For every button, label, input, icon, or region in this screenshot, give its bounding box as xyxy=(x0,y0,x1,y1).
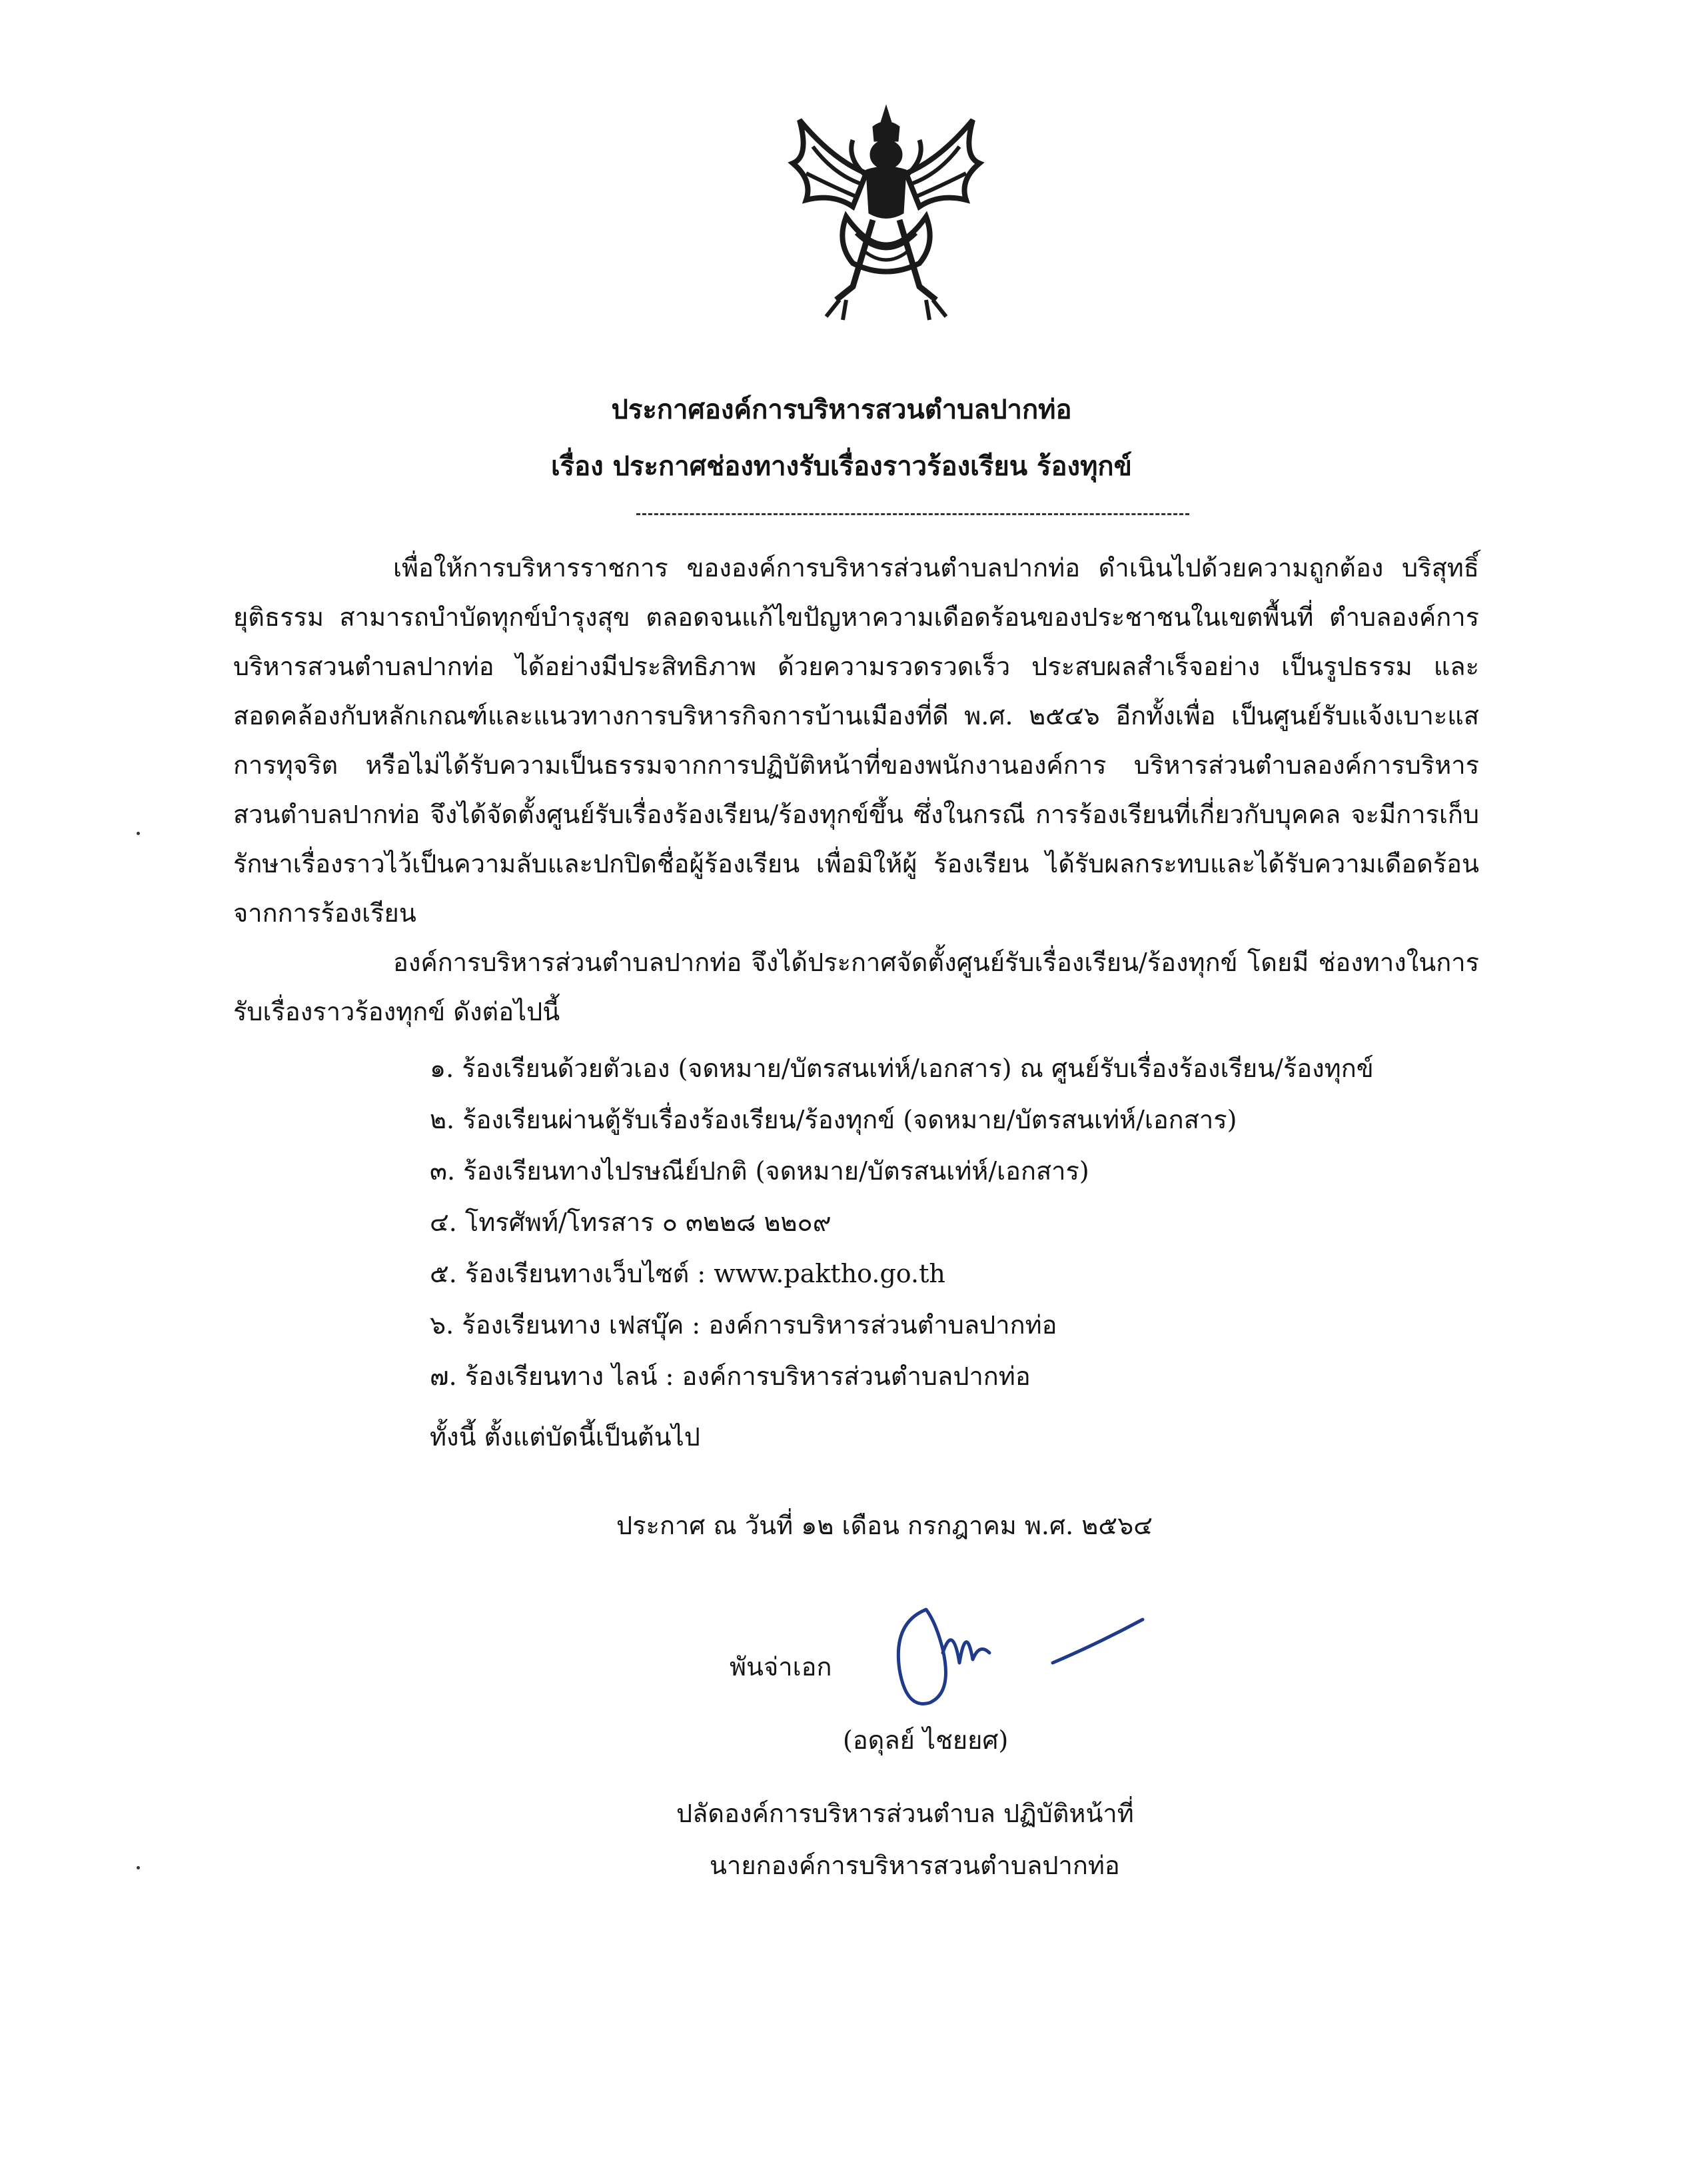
list-item: ๗. ร้องเรียนทาง ไลน์ : องค์การบริหารส่วนตำบลปากท่อ xyxy=(430,1362,1031,1391)
announcement-subject: เรื่อง ประกาศช่องทางรับเรื่องราวร้องเรียน ร้องทุกข์ xyxy=(551,451,1132,482)
scan-speck xyxy=(137,832,140,835)
signer-rank: พันจ่าเอก xyxy=(730,1652,832,1681)
list-item: ๑. ร้องเรียนด้วยตัวเอง (จดหมาย/บัตรสนเท่ห์/เอกสาร) ณ ศูนย์รับเรื่องร้องเรียน/ร้องทุกข์ xyxy=(430,1054,1374,1083)
signer-position-line-1: ปลัดองค์การบริหารส่วนตำบล ปฏิบัติหน้าที่ xyxy=(676,1799,1134,1828)
handwritten-signature xyxy=(879,1596,1159,1716)
garuda-emblem-icon xyxy=(773,100,999,333)
signer-position-line-2: นายกองค์การบริหารสวนตำบลปากท่อ xyxy=(710,1851,1120,1880)
announcement-date: ประกาศ ณ วันที่ ๑๒ เดือน กรกฎาคม พ.ศ. ๒๕๖๔ xyxy=(616,1511,1153,1540)
paragraph-channels-intro: องค์การบริหารส่วนตำบลปากท่อ จึงได้ประกาศจัดตั้งศูนย์รับเรื่องเรียน/ร้องทุกข์ โดยมี ช่องทางในการรับเรื่องราวร้องทุกข์ ดังต่อไปนี้ xyxy=(233,948,1479,1026)
announcement-body xyxy=(233,543,1479,1036)
list-item: ๒. ร้องเรียนผ่านตู้รับเรื่องร้องเรียน/ร้องทุกข์ (จดหมาย/บัตรสนเท่ห์/เอกสาร) xyxy=(430,1105,1237,1134)
announcement-title: ประกาศองค์การบริหารสวนตำบลปากท่อ xyxy=(611,394,1072,425)
list-item: ๔. โทรศัพท์/โทรสาร ๐ ๓๒๒๘ ๒๒๐๙ xyxy=(430,1208,832,1237)
list-item: ๖. ร้องเรียนทาง เฟสบุ๊ค : องค์การบริหารส่วนตำบลปากท่อ xyxy=(430,1310,1057,1340)
list-item: ๓. ร้องเรียนทางไปรษณีย์ปกติ (จดหมาย/บัตรสนเท่ห์/เอกสาร) xyxy=(430,1156,1089,1186)
signer-name: (อดุลย์ ไชยยศ) xyxy=(843,1725,1009,1755)
effective-statement: ทั้งนี้ ตั้งแต่บัดนี้เป็นต้นไป xyxy=(430,1422,700,1452)
list-item: ๕. ร้องเรียนทางเว็บไซต์ : www.paktho.go.th xyxy=(430,1259,945,1288)
complaint-channel-list xyxy=(430,1043,1496,1402)
scan-speck xyxy=(137,1866,140,1869)
paragraph-purpose: เพื่อให้การบริหารราชการ ขององค์การบริหารส่วนตำบลปากท่อ ดำเนินไปด้วยความถูกต้อง บริสุทธิ์ ยุติธรรม สามารถบำบัดทุกข์บำรุงสุข ตลอดจนแก้ไขปัญหาความเดือดร้อนของประชาชนในเขตพื้นที่ ตำบลองค์การบริหารสวนตำบลปากท่อ ได้อย่างมีประสิทธิภาพ ด้วยความรวดรวดเร็ว ประสบผลสำเร็จอย่าง เป็นรูปธรรม และสอดคล้องกับหลักเกณฑ์และแนวทางการบริหารกิจการบ้านเมืองที่ดี พ.ศ. ๒๕๔๖ อีกทั้งเพื่อ เป็นศูนย์รับแจ้งเบาะแสการทุจริต หรือไม่ได้รับความเป็นธรรมจากการปฏิบัติหน้าที่ของพนักงานองค์การ บริหารส่วนตำบลองค์การบริหารสวนตำบลปากท่อ จึงได้จัดตั้งศูนย์รับเรื่องร้องเรียน/ร้องทุกข์ขึ้น ซึ่งในกรณี การร้องเรียนที่เกี่ยวกับบุคคล จะมีการเก็บรักษาเรื่องราวไว้เป็นความลับและปกปิดชื่อผู้ร้องเรียน เพื่อมิให้ผู้ ร้องเรียน ได้รับผลกระทบและได้รับความเดือดร้อนจากการร้องเรียน xyxy=(233,553,1479,928)
title-divider xyxy=(636,513,1189,515)
